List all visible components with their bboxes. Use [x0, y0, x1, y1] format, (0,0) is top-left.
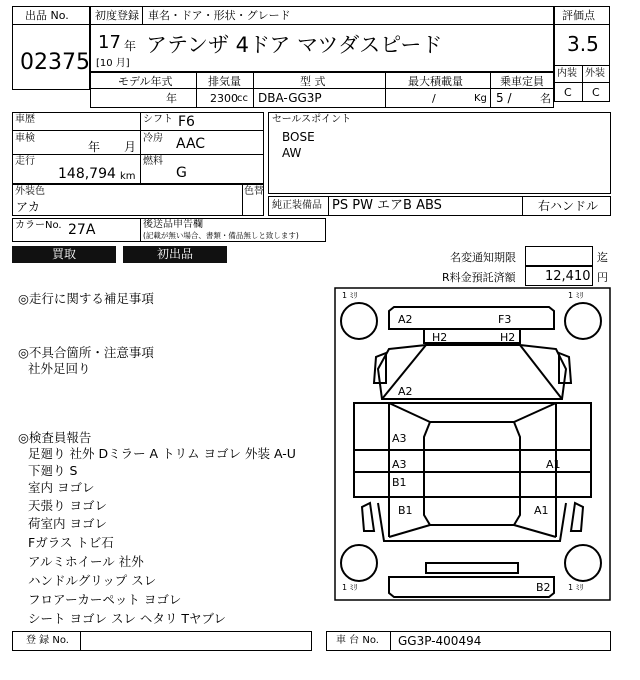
report-line: アルミホイール 社外 [28, 554, 144, 569]
deadline-unit: 迄 [597, 251, 608, 264]
inspection-year: 年 [88, 140, 101, 154]
inspection-month: 月 [124, 140, 137, 154]
damage-mark: A1 [546, 458, 561, 471]
recycle-fee: 12,410 [545, 269, 591, 284]
color-box [12, 184, 264, 216]
buy-button[interactable]: 買取 [12, 246, 116, 263]
exterior-label: 外装 [585, 68, 605, 79]
repaint-label: 色替 [244, 186, 264, 197]
fuel-label: 燃料 [143, 156, 163, 167]
shift-label: シフト [143, 114, 173, 125]
damage-mark: A3 [392, 432, 407, 445]
ext-color: アカ [16, 200, 40, 214]
damage-mark: H2 [432, 331, 448, 344]
color-no-label: カラーNo. [15, 220, 62, 231]
mileage-unit: km [120, 171, 136, 182]
handle-side: 右ハンドル [538, 199, 599, 213]
equip-label: 純正装備品 [272, 200, 322, 211]
recycle-label: R料金預託済額 [442, 271, 516, 284]
damage-mark: A2 [398, 313, 413, 326]
damage-mark: F3 [498, 313, 512, 326]
score-label: 評価点 [562, 9, 595, 22]
car-name: アテンザ 4ドア マツダスピード [146, 33, 443, 57]
tire-depth-label: 1 ﾐﾘ [342, 291, 358, 300]
damage-mark: B1 [398, 504, 413, 517]
reg-no-label: 登 録 No. [26, 635, 69, 646]
defect-title: ◎不具合箇所・注意事項 [18, 345, 154, 360]
capacity-label: 乗車定員 [500, 75, 544, 88]
reg-year: 17 [98, 32, 121, 53]
equipment: PS PW エアB ABS [332, 198, 442, 213]
tire-depth-label: 1 ﾐﾘ [342, 583, 358, 592]
ac-label: 冷房 [143, 133, 163, 144]
mileage-label: 走行 [15, 156, 35, 167]
damage-mark: H2 [500, 331, 516, 344]
capacity: 5 / [496, 91, 512, 105]
model-year-label: モデル年式 [118, 75, 173, 88]
supplement-title: ◎走行に関する補足事項 [18, 291, 154, 306]
displacement-label: 排気量 [208, 75, 241, 88]
shift-value: F6 [178, 114, 195, 130]
fuel-value: G [176, 165, 187, 181]
tire-depth-label: 1 ﾐﾘ [568, 291, 584, 300]
max-load-unit: Kg [474, 93, 487, 104]
reg-year-unit: 年 [124, 39, 137, 53]
type-value: DBA-GG3P [258, 91, 322, 105]
car-diagram [334, 287, 611, 601]
chassis-number: GG3P-400494 [398, 634, 482, 648]
reg-label: 初度登録 [95, 9, 139, 22]
mileage: 148,794 [58, 166, 116, 182]
lot-label: 出品 No. [25, 9, 69, 22]
deadline-field [525, 246, 593, 266]
damage-mark: A1 [534, 504, 549, 517]
report-line: フロアーカーペット ヨゴレ [28, 592, 182, 607]
recycle-unit: 円 [597, 271, 608, 284]
history-label: 車歴 [15, 114, 35, 125]
chassis-label: 車 台 No. [336, 635, 379, 646]
defect-item: 社外足回り [28, 361, 91, 376]
sales-label: セールスポイント [272, 114, 352, 125]
type-label: 型 式 [300, 75, 326, 88]
inspector-title: ◎検査員報告 [18, 430, 92, 445]
tire-depth-label: 1 ﾐﾘ [568, 583, 584, 592]
damage-mark: A2 [398, 385, 413, 398]
report-line: シート ヨゴレ スレ ヘタリ Tヤブレ [28, 611, 227, 626]
interior-label: 内装 [557, 68, 577, 79]
exterior-grade: C [592, 86, 600, 99]
sales-point: BOSE [282, 130, 315, 144]
model-year-unit: 年 [166, 92, 177, 105]
report-line: 荷室内 ヨゴレ [28, 516, 107, 531]
damage-mark: B2 [536, 581, 551, 594]
ext-color-label: 外装色 [15, 186, 45, 197]
displacement-unit: cc [237, 93, 248, 104]
deadline-label: 名変通知期限 [450, 251, 516, 264]
report-line: 天張り ヨゴレ [28, 498, 107, 513]
damage-mark: A3 [392, 458, 407, 471]
name-label: 車名・ドア・形状・グレード [148, 9, 291, 22]
lot-number: 02375 [20, 50, 90, 75]
inspection-label: 車検 [15, 133, 35, 144]
max-load: / [432, 92, 436, 105]
report-line: 下廻り S [28, 463, 78, 478]
report-line: 室内 ヨゴレ [28, 480, 95, 495]
damage-mark: B1 [392, 476, 407, 489]
interior-grade: C [564, 86, 572, 99]
report-line: ハンドルグリップ スレ [28, 573, 157, 588]
report-line: Fガラス トビ石 [28, 535, 114, 550]
docs-label: 後送品申告欄 [143, 219, 203, 230]
first-listing-button[interactable]: 初出品 [123, 246, 227, 263]
sales-point: AW [282, 146, 302, 160]
ac-value: AAC [176, 136, 206, 152]
color-no: 27A [68, 222, 96, 238]
reg-month: [10 月] [96, 58, 130, 69]
max-load-label: 最大積載量 [408, 75, 463, 88]
report-line: 足廻り 社外 Dミラー A トリム ヨゴレ 外装 A-U [28, 446, 296, 461]
score-value: 3.5 [567, 32, 599, 56]
docs-note: (記載が無い場合、書類・備品無しと致します) [143, 231, 299, 240]
displacement: 2300 [210, 92, 238, 105]
detail-left [12, 112, 264, 184]
capacity-unit: 名 [540, 92, 551, 105]
